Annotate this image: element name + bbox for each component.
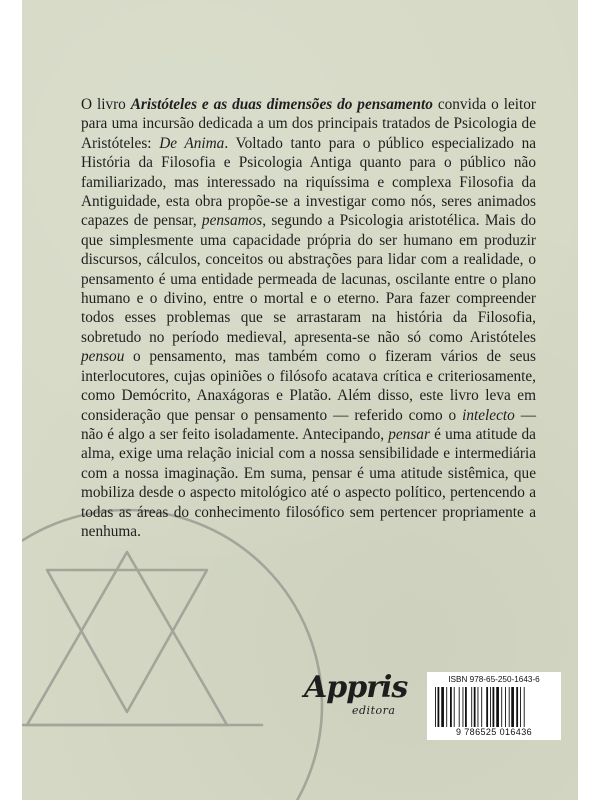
isbn-label: ISBN 978-65-250-1643-6 [448,675,540,684]
publisher-name: Appris [304,670,408,705]
emphasis-text: pensou [81,348,125,366]
emphasis-text: pensar [388,425,430,443]
blurb-text: convida o leitor para uma incursão dedicada a um dos principais tratados de Psicologia de Aristóteles: [81,96,536,152]
blurb-text: é uma atitude da alma, exige uma relação inicial com a nossa sensibilidade e intermediária com a nossa imaginação. Em suma, pensar é uma atitude sistêmica, que mobiliza desde o aspecto mitológico até o aspecto político, pertencendo a todas as áreas do conhecimento filosófico sem pertencer propriamente a nenhuma. [81,425,536,540]
back-cover-blurb [81,95,536,541]
publisher-subtitle: editora [352,704,396,717]
isbn-barcode [427,672,561,740]
blurb-text: , segundo a Psicologia aristotélica. Mais do que simplesmente uma capacidade própria do ser humano em produzir discursos, cálculos, conceitos ou abstrações para lidar com a realidade, o pensamento é uma entidade permeada de lacunas, oscilante entre o plano humano e o divino, entre o mortal e o eterno. Para fazer compreender todos esses problemas que se arrastaram na história da Filosofia, sobretudo no período medieval, apresenta-se não só como Aristóteles [81,212,536,346]
blurb-text: O livro [81,96,131,113]
blurb-text: — não é algo a ser feito isoladamente. Antecipando, [81,406,536,443]
barcode-digits: 9 786525 016436 [455,727,533,737]
emphasis-text: intelecto [462,406,515,424]
emphasis-text: pensamos [201,212,263,230]
book-title: Aristóteles e as duas dimensões do pensamento [130,96,433,113]
blurb-text: o pensamento, mas também como o fizeram vários de seus interlocutores, cujas opiniões o filósofo acatava crítica e criteriosamente, como Demócrito, Anaxágoras e Platão. Além disso, este livro leva em consideração que pensar o pensamento — referido como o [81,348,536,424]
blurb-text: . Voltado tanto para o público especializado na História da Filosofia e Psicologia Antiga quanto para o público não familiarizado, mas interessado na riquíssima e complexa Filosofia da Antiguidade, esta obra propõe-se a investigar como nós, seres animados capazes de pensar, [81,134,537,230]
publisher-logo [304,670,408,730]
barcode-bars [435,687,553,727]
back-cover [22,0,578,800]
decorative-triangle-inverted [47,570,207,712]
decorative-triangle [27,552,227,725]
work-title: De Anima [159,134,225,152]
